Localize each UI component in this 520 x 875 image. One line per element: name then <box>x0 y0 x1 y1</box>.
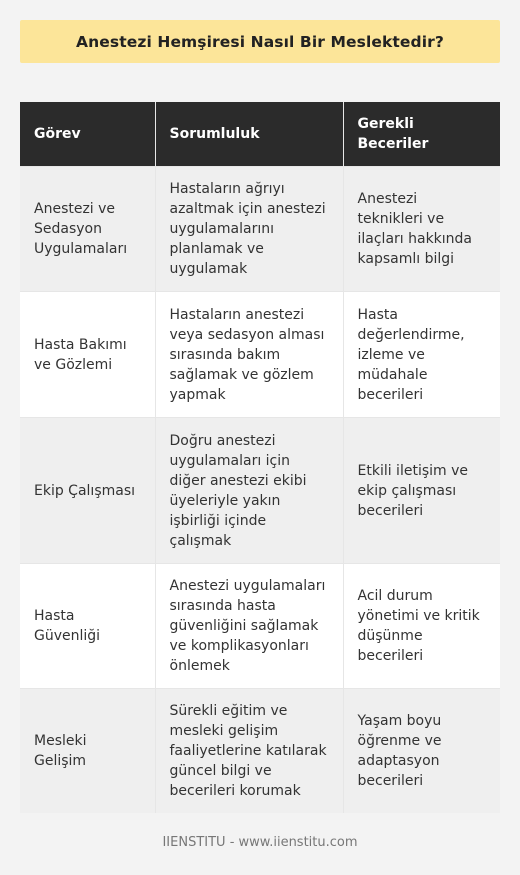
table-row <box>20 418 500 564</box>
footer-credit: IIENSTITU - www.iienstitu.com <box>162 835 358 850</box>
info-table <box>20 102 500 813</box>
table-cell-responsibility: Hastaların anestezi veya sedasyon alması sırasında bakım sağlamak ve gözlem yapmak <box>155 292 343 418</box>
table-row <box>20 564 500 689</box>
table-cell-skills: Acil durum yönetimi ve kritik düşünme becerileri <box>343 564 500 689</box>
table-row <box>20 292 500 418</box>
table-cell-responsibility: Anestezi uygulamaları sırasında hasta güvenliğini sağlamak ve komplikasyonları önlemek <box>155 564 343 689</box>
table-cell-task: Hasta Bakımı ve Gözlemi <box>20 292 155 418</box>
column-header-task: Görev <box>20 102 155 167</box>
page-title: Anestezi Hemşiresi Nasıl Bir Meslektedir? <box>76 32 444 51</box>
table-row <box>20 689 500 814</box>
table-header-row <box>20 102 500 167</box>
table-cell-task: Anestezi ve Sedasyon Uygulamaları <box>20 167 155 292</box>
info-table-container <box>20 102 500 813</box>
column-header-skills: Gerekli Beceriler <box>343 102 500 167</box>
table-cell-task: Ekip Çalışması <box>20 418 155 564</box>
table-row <box>20 167 500 292</box>
table-cell-responsibility: Doğru anestezi uygulamaları için diğer anestezi ekibi üyeleriyle yakın işbirliği içinde çalışmak <box>155 418 343 564</box>
table-cell-task: Hasta Güvenliği <box>20 564 155 689</box>
table-cell-task: Mesleki Gelişim <box>20 689 155 814</box>
column-header-responsibility: Sorumluluk <box>155 102 343 167</box>
table-cell-responsibility: Hastaların ağrıyı azaltmak için anestezi uygulamalarını planlamak ve uygulamak <box>155 167 343 292</box>
table-cell-skills: Hasta değerlendirme, izleme ve müdahale becerileri <box>343 292 500 418</box>
table-cell-responsibility: Sürekli eğitim ve mesleki gelişim faaliyetlerine katılarak güncel bilgi ve becerileri korumak <box>155 689 343 814</box>
table-cell-skills: Etkili iletişim ve ekip çalışması becerileri <box>343 418 500 564</box>
title-banner <box>20 20 500 63</box>
table-cell-skills: Anestezi teknikleri ve ilaçları hakkında kapsamlı bilgi <box>343 167 500 292</box>
table-cell-skills: Yaşam boyu öğrenme ve adaptasyon becerileri <box>343 689 500 814</box>
